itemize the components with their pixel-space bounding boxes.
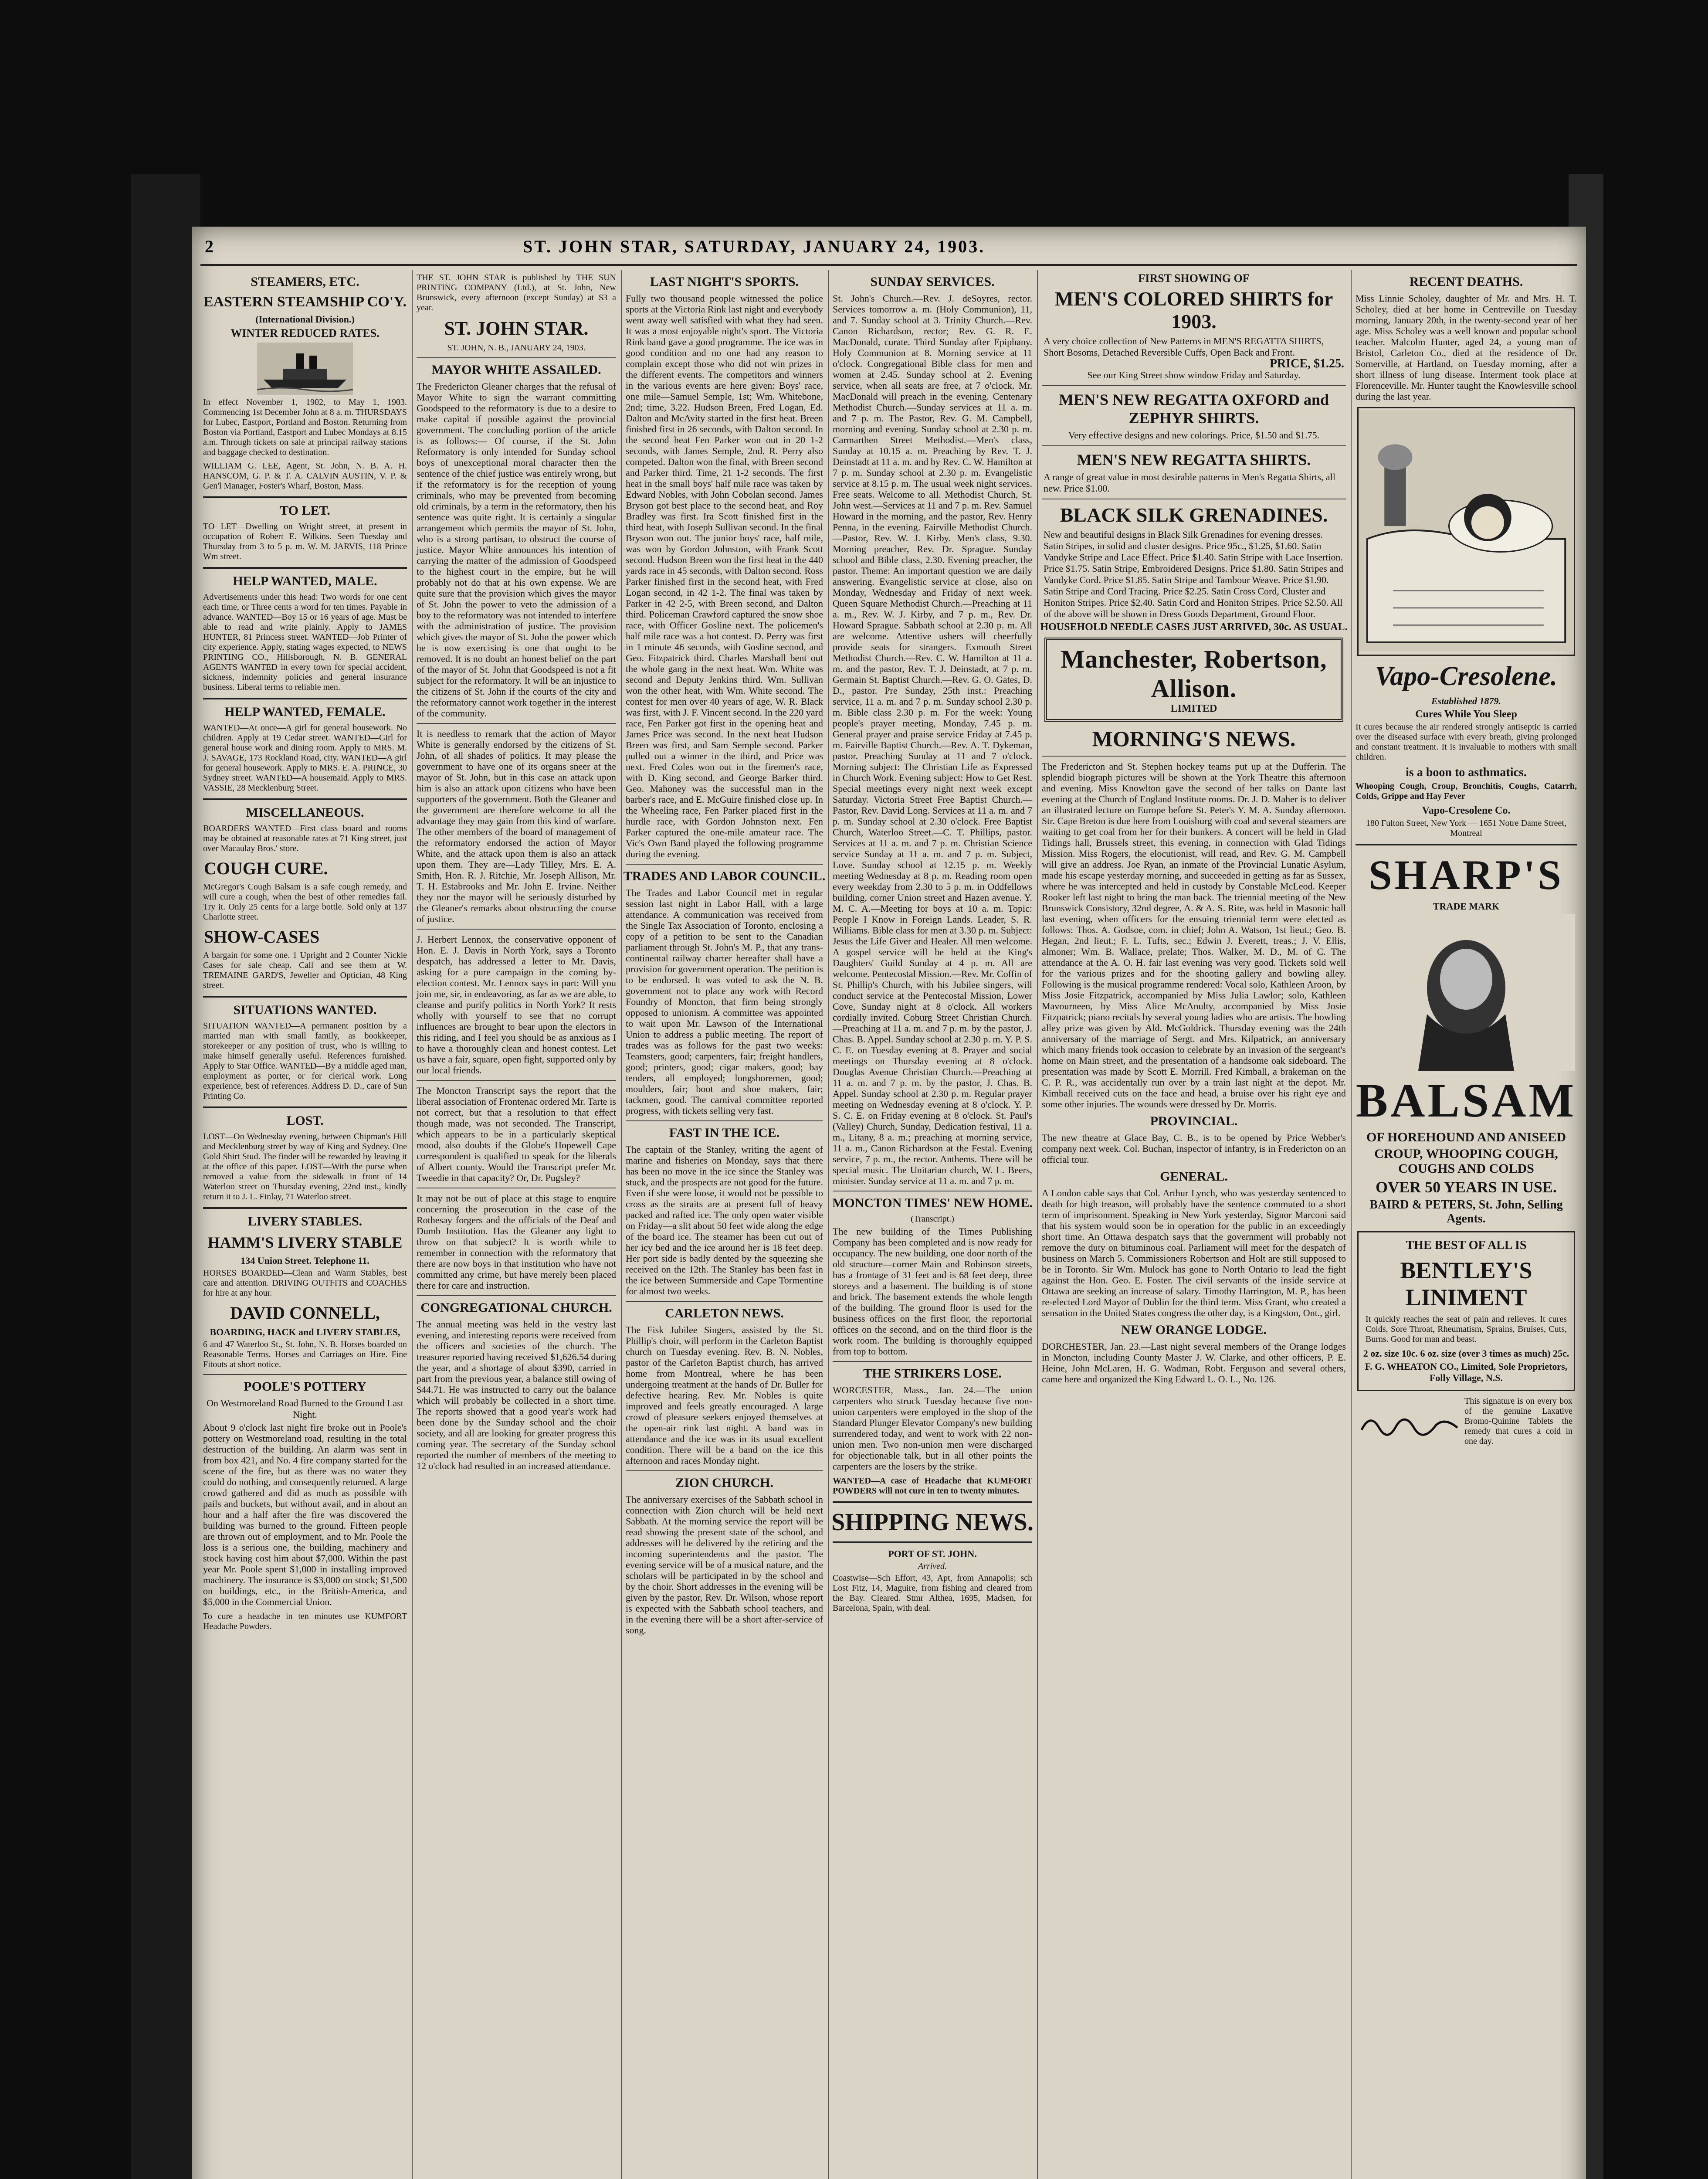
column-1	[200, 270, 410, 2179]
divider	[1042, 756, 1346, 757]
paper-title: ST. JOHN STAR.	[444, 318, 589, 339]
shipping-title: SHIPPING NEWS.	[831, 1509, 1034, 1536]
ad-subtitle: Established 1879.	[1431, 696, 1501, 706]
ad-title: HAMM'S LIVERY STABLE	[207, 1234, 403, 1251]
section-heading: TO LET.	[280, 503, 330, 518]
section-heading: STEAMERS, ETC.	[251, 275, 359, 289]
editorial-body: The Fredericton Gleaner charges that the refusal of Mayor White to sign the warrant committing Goodspeed to the reformatory is due to a desire to make capital if possible against the provincial government. The concluding portion of the article is as follows:— Of course, if the St. John Reformatory is only intended for Sunday school boys of unexceptional moral character then the sentence of the chief justice was entirely wrong, but if the reformatory is for the reception of young criminals, who may be prevented from becoming old criminals, by a term in the reformatory, then his sentence was quite right. It is certainly a singular arrangement which permits the mayor of St. John, who is a strong partisan, to obstruct the course of justice. Mayor White announces his intention of carrying the matter of the admission of Goodspeed to the highest court in the empire, but he will probably not do that at his own expense. We are quite sure that the provision which gives the mayor of St. John the power to veto the admission of a boy to the reformatory was not intended to interfere with the administration of justice. The provision which gives the mayor of St. John the power which he is now exercising is one that ought to be removed. It is no doubt an honest belief on the part of the mayor of St. John that Goodspeed is not a fit subject for the reformatory. It will be an injustice to the citizens of St. John if the courts of the city and the reformatory cannot work together in the interest of the community.	[417, 381, 616, 719]
article-heading: FAST IN THE ICE.	[669, 1126, 780, 1140]
ad-company: Vapo-Cresolene Co.	[1422, 805, 1511, 816]
ad-subtitle: WINTER REDUCED RATES.	[230, 327, 380, 339]
ad-subtitle: BOARDING, HACK and LIVERY STABLES,	[210, 1327, 400, 1337]
divider	[203, 798, 407, 800]
editorial-body: It may not be out of place at this stage to enquire concerning the prosecution in the case of the Rothesay forgers and the officials of the Deaf and Dumb Institution. Has the Gleaner any light to throw on that subject? It is worth while to remember in connection with the reformatory that there are now boys in that institution who have not committed any crime, but have merely been placed there for care and instruction.	[417, 1193, 616, 1291]
newspaper-page	[192, 227, 1586, 2179]
section-heading: HELP WANTED, FEMALE.	[224, 705, 386, 719]
article-body: The Fisk Jubilee Singers, assisted by the St. Phillip's choir, will perform in the Carleton Baptist church on Tuesday evening. Rev. B. N. Nobles, pastor of the Carleton Baptist church, has arrived home from Montreal, where he has been undergoing treatment at the hands of Dr. Buller for defective hearing. Rev. Mr. Nobles is quite improved and feels greatly encouraged. A large crowd of pleasure seekers enjoyed themselves at the open-air rink last night. A band was in attendance and the ice was in its usual excellent condition. There will be a band on the ice this afternoon and races Monday night.	[626, 1324, 823, 1466]
ad-list: Whooping Cough, Croup, Bronchitis, Coughs, Catarrh, Colds, Grippe and Hay Fever	[1356, 781, 1577, 801]
store-limited: LIMITED	[1170, 703, 1217, 714]
article-body: The annual meeting was held in the vestry last evening, and interesting reports were received from the officers and societies of the church. The treasurer reported having received $1,626.54 during the year, and a shortage of about $390, carried in part from the previous year, a balance still owing of $44.71. He was instructed to carry out the balance which will probably be collected in a short time. The reports showed that a good year's work had been done by the Sunday school and the choir society, and all are looking for greater progress this coming year. The secretary of the Sunday school reported the number of members of the meeting to 12 o'clock had resulted in an increased attendance.	[417, 1319, 616, 1471]
editorial-body: J. Herbert Lennox, the conservative opponent of Hon. E. J. Davis in North York, says a Toronto despatch, has addressed a letter to Mr. Davis, asking for a pure campaign in the coming by-election contest. Mr. Lennox says in part: Will you join me, sir, in endeavoring, as far as we are able, to cleanse and purify politics in North York? It rests wholly with yourself to see that no corrupt influences are brought to bear upon the electors in this riding, and I feel you should be as anxious as I to have a thoroughly clean and honest contest. Let us have a fair, square, open fight, supported only by our local friends.	[417, 934, 616, 1076]
store-signature	[1044, 638, 1343, 722]
ad-title: SHOW-CASES	[204, 927, 320, 947]
page-header	[192, 227, 1586, 261]
column-rule	[828, 270, 829, 2179]
bentley-ad	[1357, 1231, 1575, 1391]
article-body: The new theatre at Glace Bay, C. B., is to be opened by Price Webber's company next week. Col. Buchan, inspector of infantry, is in Fredericton on an official tour.	[1042, 1132, 1346, 1165]
article-body: DORCHESTER, Jan. 23.—Last night several members of the Orange lodges in Moncton, including County Master J. W. Clarke, and other officers, P. E. Heine, John McLaren, H. G. Wadman, Robt. Ferguson and several others, came here and organized the King Edward L. O. L., No. 126.	[1042, 1341, 1346, 1385]
ad-tagline: OVER 50 YEARS IN USE.	[1376, 1178, 1557, 1196]
trade-mark-label: TRADE MARK	[1433, 901, 1500, 912]
column-6	[1353, 270, 1579, 2179]
divider	[417, 357, 616, 358]
ad-title: MEN'S NEW REGATTA OXFORD and ZEPHYR SHIRTS.	[1058, 391, 1329, 427]
article-body: A London cable says that Col. Arthur Lynch, who was yesterday sentenced to death for high treason, will probably have the sentence commuted to a short term of imprisonment. Speaking in New York yesterday, Signor Marconi said that his system would soon be in operation for the public in an exceedingly short time. An Ottawa despatch says that the government will probably not remove the duty on bituminous coal. Parliament will meet for the despatch of business on March 5. Commissioners Robertson and Holt are still supposed to be in Toronto. Sir Wm. Mulock has gone to North Ontario to lead the fight against the Hon. Geo. E. Foster. The civil servants of the inside service at Ottawa are seeking an increase of salary. Timothy Harrington, M. P., has been re-elected Lord Mayor of Dublin for the third term. Miss Grant, who created a sensation in the United States congress the other day, is a Kingston, Ont., girl.	[1042, 1188, 1346, 1318]
ad-body: A very choice collection of New Patterns in MEN'S REGATTA SHIRTS, Short Bosoms, Detached Reversible Cuffs, Open Back and Front.	[1044, 336, 1324, 358]
divider	[203, 1374, 407, 1375]
divider	[203, 567, 407, 569]
ad-body: It cures because the air rendered strongly antiseptic is carried over the diseased surface with every breath, giving prolonged and constant treatment. It is invaluable to mothers with small children.	[1356, 722, 1577, 762]
article-body: The captain of the Stanley, writing the agent of marine and fisheries on Monday, says that there has been no move in the ice since the Stanley was stuck, and the prospects are not good for the future. Even if she were loose, it would not be possible to cross as the straits are at present full of heavy packed and rafted ice. The only open water visible on Friday—a slit about 50 feet wide along the edge of the board ice. The steamer has been cut out of her icy bed and the ice around her is 18 feet deep. Her port side is badly dented by the squeezing she received on the 12th. The Stanley has been fast in the ice between Summerside and Cape Tormentine for almost two weeks.	[626, 1144, 823, 1297]
dateline: ST. JOHN, N. B., JANUARY 24, 1903.	[447, 343, 586, 353]
ad-address: 134 Union Street. Telephone 11.	[241, 1255, 369, 1266]
ad-body: It quickly reaches the seat of pain and relieves. It cures Colds, Sore Throat, Rheumatism, Sprains, Bruises, Cuts, Burns. Good for man and beast.	[1366, 1314, 1567, 1344]
ad-title: BENTLEY'S LINIMENT	[1400, 1257, 1532, 1310]
ad-title: BALSAM	[1356, 1074, 1577, 1127]
divider	[417, 1080, 616, 1081]
article-heading: THE STRIKERS LOSE.	[863, 1366, 1002, 1381]
editorial-body: The Moncton Transcript says the report that the liberal association of Frontenac ordered Mr. Tarte is not correct, but that a resolution to that effect though made, was not seconded. The Transcript, which appears to be in a particularly skeptical mood, also doubts if the Globe's Hopewell Cape correspondent is qualified to speak for the liberals of Albert county. Would the Transcript prefer Mr. Tweedie in that capacity? Or, Dr. Pugsley?	[417, 1085, 616, 1183]
section-heading: LOST.	[286, 1113, 324, 1128]
divider	[626, 1470, 823, 1471]
ad-body: In effect November 1, 1902, to May 1, 1903. Commencing 1st December John at 8 a. m. THURSDAYS for Lubec, Eastport, Portland and Boston. Returning from Boston via Portland, Eastport and Lubec Mondays at 8.15 a.m. Through tickets on sale at principal railway stations and baggage checked to destination.	[203, 397, 407, 457]
divider	[203, 1106, 407, 1108]
portrait-illustration	[1353, 914, 1579, 1071]
arrived-label: Arrived.	[918, 1561, 947, 1571]
ad-body: 6 and 47 Waterloo St., St. John, N. B. Horses boarded on Reasonable Terms. Horses and Carriages on Hire. Fine Fitouts at short notice.	[203, 1340, 407, 1369]
ad-tagline: Cures While You Sleep	[1415, 709, 1517, 720]
ad-body: A range of great value in most desirable patterns in Men's Regatta Shirts, all new. Price $1.00.	[1044, 472, 1335, 494]
divider	[626, 1120, 823, 1121]
article-body: The new building of the Times Publishing Company has been completed and is now ready for occupancy. The new building, one door north of the old structure—corner Main and Robinson streets, has a frontage of 31 feet and is 68 feet deep, three storeys and a basement. The building is of stone and brick. The basement extends the whole length of the building. The ground floor is used for the business offices on the first floor, the reportorial offices on the second, and on the third floor is the work room. The building is thoroughly equipped from top to bottom.	[833, 1226, 1032, 1357]
shipping-body: Coastwise—Sch Effort, 43, Apt, from Annapolis; sch Lost Fitz, 14, Maguire, from fishing and cleared from the Bay. Cleared. Stmr Althea, 1695, Madsen, for Barcelona, Spain, with deal.	[833, 1573, 1032, 1613]
section-heading: HELP WANTED, MALE.	[233, 574, 377, 588]
ad-price: 2 oz. size 10c. 6 oz. size (over 3 times as much) 25c.	[1363, 1348, 1569, 1359]
section-heading: RECENT DEATHS.	[1409, 275, 1523, 289]
ad-address: 180 Fulton Street, New York — 1651 Notre Dame Street, Montreal	[1366, 818, 1566, 838]
ad-title: BLACK SILK GRENADINES.	[1060, 504, 1328, 526]
column-4	[830, 270, 1035, 2179]
handwritten-signature	[1357, 1404, 1462, 1443]
divider	[417, 929, 616, 930]
store-name: Manchester, Robertson, Allison.	[1061, 645, 1327, 703]
classified-body: LOST—On Wednesday evening, between Chipman's Hill and Mecklenburg street by way of King and Sydney. One Gold Shirt Stud. The finder will be rewarded by leaving it at the office of this paper. LOST—With the purse when removed a value from the sidewalk in front of 14 Waterloo street on Thursday evening, 22nd inst., kindly return it to J. L. Finlay, 71 Waterloo street.	[203, 1132, 407, 1202]
article-body: The Trades and Labor Council met in regular session last night in Labor Hall, with a large attendance. A communication was received from the Single Tax Association of Toronto, enclosing a copy of a petition to be sent to the Canadian parliament through St. John's M. P., that any trans-continental railway charter hereafter shall have a provision for government operation. The petition is to be endorsed. It was voted to ask the N. B. government not to place any work with Record Foundry of Moncton, that firm being strongly opposed to unionism. A committee was appointed to wait upon Mr. Lawson of the International Union to address a public meeting. The report of trades was as follows for the past two weeks: Teamsters, good; carpenters, fair; freight handlers, good; printers, good; cigar makers, good; bay tenders, all employed; longshoremen, good; moulders, fair; boot and shoe makers, fair; tackmen, good. The carnival committee reported progress, with tickets selling very fast.	[626, 887, 823, 1116]
ad-agents: WILLIAM G. LEE, Agent, St. John, N. B. A. H. HANSCOM, G. P. & T. A. CALVIN AUSTIN, V. P. & Gen'l Manager, Foster's Wharf, Boston, Mass.	[203, 461, 407, 491]
section-heading: PROVINCIAL.	[1150, 1114, 1238, 1128]
section-heading: NEW ORANGE LODGE.	[1121, 1323, 1267, 1337]
divider	[626, 864, 823, 865]
editorial-body: It is needless to remark that the action of Mayor White is generally endorsed by the citizens of St. John, of all shades of politics. It may please the government to have one of its organs sneer at the mayor of St. John, but in this case an attack upon him is also an attack upon citizens who have been supporters of the government. Both the Gleaner and the government are therefore welcome to all the advantage they may gain from this kind of warfare. The other members of the board of management of the reformatory endorsed the action of Mayor White, and the attack upon them is also an attack upon them. They are—Lady Tilley, Mrs. E. A. Smith, Hon. R. J. Ritchie, Mr. Joseph Allison, Mr. T. H. Estabrooks and Mr. John E. Irvine. Neither they nor the mayor will be seriously disturbed by the Gleaner's remarks about obstructing the course of justice.	[417, 728, 616, 924]
ad-note: HOUSEHOLD NEEDLE CASES JUST ARRIVED, 30c. AS USUAL.	[1040, 621, 1348, 633]
divider	[1042, 385, 1346, 386]
divider	[417, 723, 616, 724]
ad-kicker: THE BEST OF ALL IS	[1406, 1239, 1527, 1252]
vapo-ad	[1357, 407, 1575, 656]
article-heading: CONGREGATIONAL CHURCH.	[420, 1300, 612, 1315]
classified-body: TO LET—Dwelling on Wright street, at present in occupation of Robert E. Wilkins. Seen Tuesday and Thursday from 3 to 5 p. m. W. M. JARVIS, 118 Prince Wm street.	[203, 522, 407, 561]
page-number: 2	[205, 237, 214, 256]
publisher-note: THE ST. JOHN STAR is published by THE SUN PRINTING COMPANY (Ltd.), at St. John, New Brunswick, every afternoon (except Sunday) at $3 a year.	[417, 273, 616, 312]
article-body: The Fredericton and St. Stephen hockey teams put up at the Dufferin. The splendid biograph pictures will be shown at the York Theatre this afternoon and evening. Miss Knowlton gave the second of her talks on Dante last evening at the Church of England Institute rooms. Dr. J. D. Maher is to deliver an illustrated lecture on Europe before St. Peter's Y. M. A. Sunday afternoon. Str. Cape Breton is due here from Louisburg with coal and several steamers are waiting to get coal from her for their bunkers. A concert will be held in Glad Tidings hall, Brussels street, this evening, in connection with Glad Tidings Mission. Miss Rogers, the elocutionist, will read, and Rev. G. M. Campbell will give an address. Joe Ryan, an inmate of the Provincial Lunatic Asylum, made his escape yesterday morning, and succeeded in getting as far as Sussex, where he was intercepted and held in custody by Constable McLeod. Keeper Rooker left last night to bring the man back. The triennial meeting of the New Brunswick Consistory, 32nd degree, A. & A. S. Rite, was held in Masonic hall last evening, when officers for the ensuing triennial term were elected as follows: Thos. A. Godsoe, com. in chief; John A. Watson, 1st lieut.; Geo. B. Hegan, 2nd lieut.; F. L. Tufts, sec.; Edwin J. Everett, treas.; J. V. Ellis, almoner; Wm. B. Wallace, prelate; Thos. Walker, M. D., M. of C. The attendance at the A. O. H. fair last evening was very good. Tickets sold well for the various prizes and for the shooting gallery and bowling alley. Following is the musical programme rendered: Vocal solo, Kathleen Aroon, by Miss Josie Fitzpatrick, accompanied by Miss Julia Lawlor; solo, Kathleen Mavourneen, by Miss Alice McAnulty, accompanied by Miss Josie Fitzpatrick; piano recitals by several young ladies who are artists. The bowling alley prize was given by Ald. McGoldrick. Thursday evening was the 24th anniversary of the marriage of Sergt. and Mrs. Kilpatrick, an anniversary which many friends took occasion to celebrate by an invasion of the sergeant's home on Main street, and the presentation of a handsome oak sideboard. The presentation was made by Scott E. Morrill. Fred Kimball, a brakeman on the C. P. R., was accidentally run over by a train last night at the depot. Mr. Kimball received cuts on the face and head, a bruise over his right eye and some other injuries. The wounds were dressed by Dr. Morris.	[1042, 761, 1346, 1110]
article-body: The anniversary exercises of the Sabbath school in connection with Zion church will be held next Sabbath. At the morning service the report will be read showing the present state of the school, and addresses will be delivered by the retiring and the incoming superintendents and the pastor. The evening service will be of a musical nature, and the scholars will be participated in by the school and by the choir. Short addresses in the evening will be given by the pastor, Rev. Dr. Wilson, whose report is expected with the Sabbath school teachers, and in the evening there will be a short after-service of song.	[626, 1494, 823, 1636]
divider	[833, 1501, 1032, 1503]
divider	[203, 496, 407, 498]
port-heading: PORT OF ST. JOHN.	[888, 1548, 977, 1559]
ad-note: See our King Street show window Friday and Saturday.	[1087, 370, 1301, 380]
classified-body: SITUATION WANTED—A permanent position by a married man with small family, as bookkeeper, storekeeper or any position of trust, who is willing to make himself generally useful. References furnished. Apply to Star Office. WANTED—By a middle aged man, employment as porter, or for clerical work. Long experience, best of references. Address D. D., care of Sun Printing Co.	[203, 1021, 407, 1101]
section-heading: LIVERY STABLES.	[247, 1214, 363, 1229]
article-body: WORCESTER, Mass., Jan. 24.—The union carpenters who struck Tuesday because five non-union carpenters were employed in the shop of the Standard Plunger Elevator Company's new building surrendered today, and went to work with 22 non-union men. Two non-union men were discharged for objectionable talk, but in all other points the carpenters are the losers by the strike.	[833, 1385, 1032, 1472]
ad-title: MEN'S NEW REGATTA SHIRTS.	[1077, 451, 1311, 468]
ad-body: New and beautiful designs in Black Silk Grenadines for evening dresses. Satin Stripes, in solid and cluster designs. Price 95c., $1.25, $1.60. Satin Vandyke Stripe and Lace Effect. Price $1.40. Satin Stripe with Lace Insertion. Price $1.75. Satin Stripe, Embroidered Designs. Price $1.80. Satin Stripes and Vandyke Cord. Price $1.85. Satin Stripe and Tambour Weave. Price $1.90. Satin Stripe and Cord Tracing. Price $2.25. Satin Cross Cord, Cluster and Honiton Stripes. Price $2.40. Satin Cord and Honiton Stripes. Price $2.50. All of the above will be shown in Dress Goods Department, Ground Floor.	[1044, 529, 1344, 619]
ad-subtitle: OF HOREHOUND AND ANISEED	[1366, 1130, 1566, 1144]
section-title: MORNING'S NEWS.	[1092, 726, 1296, 751]
ad-title: COUGH CURE.	[204, 859, 328, 878]
divider	[203, 698, 407, 699]
ad-agents: BAIRD & PETERS, St. John, Selling Agents.	[1369, 1198, 1563, 1225]
article-heading: POOLE'S POTTERY	[244, 1379, 366, 1394]
article-source: (Transcript.)	[911, 1214, 954, 1224]
divider	[1356, 844, 1577, 845]
article-heading: CARLETON NEWS.	[665, 1306, 784, 1320]
ad-body: Very effective designs and new colorings. Price, $1.50 and $1.75.	[1068, 430, 1320, 441]
column-rule	[621, 270, 622, 2179]
divider	[1042, 445, 1346, 446]
article-heading: TRADES AND LABOR COUNCIL.	[623, 869, 826, 883]
column-rule	[1037, 270, 1038, 2179]
divider	[833, 1361, 1032, 1362]
sleeping-child-illustration	[1359, 408, 1574, 652]
scan-left-margin	[131, 174, 200, 2179]
column-rule	[412, 270, 413, 2179]
article-heading: LAST NIGHT'S SPORTS.	[650, 275, 799, 289]
ad-body: HORSES BOARDED—Clean and Warm Stables, best care and attention. DRIVING OUTFITS and COACHES for hire at any hour.	[203, 1268, 407, 1298]
ad-title: DAVID CONNELL,	[230, 1303, 380, 1323]
section-heading: GENERAL.	[1160, 1169, 1228, 1184]
divider	[203, 996, 407, 998]
divider	[626, 1301, 823, 1302]
column-3	[623, 270, 826, 2179]
article-heading: MONCTON TIMES' NEW HOME.	[832, 1196, 1033, 1210]
column-5	[1039, 270, 1349, 2179]
classified-body: BOARDERS WANTED—First class board and rooms may be obtained at reasonable rates at 71 King street, just over Macaulay Bros.' store.	[203, 824, 407, 853]
article-heading: SUNDAY SERVICES.	[870, 275, 995, 289]
article-body: About 9 o'clock last night fire broke out in Poole's pottery on Westmoreland road, resulting in the total destruction of the building. An alarm was sent in from box 421, and No. 4 fire company started for the scene of the fire, but as there was no water they could do nothing, and consequently returned. A large crowd gathered and did as much as possible with pails and buckets, but without avail, and in about an hour and a half after the fire was discovered the building was burned to the ground. Fifteen people are thrown out of employment, and to Mr. Poole the loss is a serious one, the building, machinery and stock having cost him about $7,000. Within the past year Mr. Poole spent $1,000 in installing improved machinery. The insurance is $3,000 on stock; $1,500 on buildings, etc., in the British-America, and $5,000 in the Commercial Union.	[203, 1422, 407, 1607]
article-body: Miss Linnie Scholey, daughter of Mr. and Mrs. H. T. Scholey, died at her home in Centreville on Tuesday morning, January 20th, in the twenty-second year of her age. Miss Scholey was a well known and popular school teacher. Malcolm Hunter, aged 24, a young man of Bristol, Carleton Co., died at the residence of Dr. Somerville, at Hartland, on Tuesday morning, after a short illness of lung disease. Interment took place at Florenceville. Mr. Hunter taught the Knowlesville school during the last year.	[1356, 293, 1577, 402]
notice: To cure a headache in ten minutes use KUMFORT Headache Powders.	[203, 1612, 407, 1631]
divider	[203, 1207, 407, 1209]
article-heading: ZION CHURCH.	[675, 1476, 773, 1490]
ad-body: A bargain for some one. 1 Upright and 2 Counter Nickle Cases for sale cheap. Call and see them at W. TREMAINE GARD'S, Jeweller and Optician, 48 King street.	[203, 950, 407, 990]
editorial-heading: MAYOR WHITE ASSAILED.	[431, 363, 601, 377]
ad-title: Vapo-Cresolene.	[1375, 662, 1558, 691]
ad-subtitle: CROUP, WHOOPING COUGH, COUGHS AND COLDS	[1374, 1147, 1558, 1176]
article-body: St. John's Church.—Rev. J. deSoyres, rector. Services tomorrow a. m. (Holy Communion), 11, and 7. Sunday school at 3. Trinity Church.—Rev. Canon Richardson, rector; Rev. G. R. E. MacDonald, curate. Third Sunday after Epiphany. Holy Communion at 8. Morning service at 11 o'clock. Congregational Bible class for men and women at 2.45. Sunday school at 2. Evening service, when all seats are free, at 7 o'clock. Mr. MacDonald will preach in the evening. Centenary Methodist Church.—Sunday services at 11 a. m. and 7 p. m. The Pastor, Rev. G. M. Campbell, morning and evening. Sunday school at 2.30 p. m. Carmarthen Street Methodist.—Men's class, Sunday at 10.15 a. m. Preaching by Rev. T. J. Deinstadt at 11 a. m. and by Rev. C. W. Hamilton at 7 p. m. Sunday school at 2.30 p. m. Evangelistic service at 8.15 p. m. The usual week night services. Free seats. Welcome to all. Methodist Church, St. John west.—Services at 11 and 7 p. m. Rev. Samuel Howard in the morning, and the pastor, Rev. Henry Penna, in the evening. Fairville Methodist Church.—Pastor, Rev. W. J. Kirby. Men's class, 9.30. Morning preacher, Rev. Dr. Sprague. Sunday school and Bible class, 2.30. Evening preacher, the pastor. Theme: An important question we are daily answering. Evangelistic service at close, also on Monday, Wednesday and Friday of next week. Queen Square Methodist Church.—Preaching at 11 a. m., Rev. W. J. Kirby, and 7 p. m., Rev. Dr. Howard Sprague. Sabbath school at 2.30 p. m. All are welcome. Attentive ushers will cheerfully provide seats for strangers. Exmouth Street Methodist Church.—Rev. C. W. Hamilton at 11 a. m. and the pastor, Rev. T. J. Deinstadt, at 7 p. m. Germain St. Baptist Church.—Rev. G. O. Gates, D. D., pastor. Pre Sunday, 25th inst.: Preaching service, 11 a. m. and 7 p. m. Sunday school 2.30 p. m. Bible class 2.30 p. m. For the week: Young people's prayer meeting, Monday, 7.45 p. m. General prayer and praise service Friday at 7.45 p. m. Fairville Baptist Church.—Rev. A. T. Dykeman, pastor. Preaching Sunday at 11 and 7 o'clock. Morning subject: The Christian Life as Expressed in Church Work. Evening subject: How to Get Rest. Special meetings every night next week except Saturday. Victoria Street Free Baptist Church.—Pastor, Rev. David Long. Services at 11 a. m. and 7 p. m. Sunday school at 2.30 o'clock. Free Baptist Church, Waterloo Street.—C. T. Phillips, pastor. Services at 11 a. m. and 7 p. m. Christian Science service Sunday at 11 a. m. and 7 p. m. Subject, Love. Sunday school at 12.15 p. m. Weekly meeting Wednesday at 8 p. m. Reading room open every weekday from 2.30 to 5 p. m. in Oddfellows building, corner Union street and Hazen avenue. Y. M. C. A.—Meeting for boys at 10 a. m. Topic: People I Know in Foreign Lands. Leader, S. R. Williams. Bible class for men at 3.30 p. m. Subject: Jesus the Life Giver and Healer. All men welcome. A gospel service will be held at the King's Daughters' Guild Sunday at 4 p. m. All are welcome. Pentecostal Mission.—Rev. Mr. Coffin of St. Phillip's Church, with his Jubilee singers, will conduct service at the Pentecostal Mission, Lower Cove, Sunday night at 8 o'clock. All workers cordially invited. Coburg Street Christian Church.—Preaching at 11 a. m. and 7 p. m. by the pastor, J. Chas. B. Appel. Sunday school at 2.30 p. m. Y. P. S. C. E. on Tuesday evening at 8. Prayer and social meetings on Thursday evening at 8 o'clock. Douglas Avenue Christian Church.—Preaching at 11 a. m. and 7 p. m. by the pastor, J. Chas. B. Appel. Sunday school at 2.30 p. m. Regular prayer meeting on Wednesday evening at 8 o'clock. Y. P. S. C. E. on Friday evening at 8 o'clock. St. Paul's (Valley) Church, Sunday, Dedication festival, 11 a. m., Litany, 8 a. m.; preaching at morning service, 11 a. m., Canon Richardson at the Festal. Evening service, 7 p. m., the rector. Anthems. There will be special music. The Unitarian church, W. L. Beers, minister. Sunday service at 11 a. m. and 7 p. m.	[833, 293, 1032, 1186]
ad-subtitle: (International Division.)	[255, 314, 355, 325]
classified-body: WANTED—At once—A girl for general housework. No children. Apply at 19 Cedar street. WANTED—Girl for general house work and dining room. Apply to MRS. M. J. SAVAGE, 173 Rockland Road, city. WANTED—A girl for general housework. Apply to MRS. E. A. PRINCE, 30 Sydney street. WANTED—A housemaid. Apply to MRS. VASSIE, 28 Mecklenburg Street.	[203, 723, 407, 793]
ad-company: F. G. WHEATON CO., Limited, Sole Proprietors, Folly Village, N.S.	[1365, 1361, 1568, 1383]
classified-body: Advertisements under this head: Two words for one cent each time, or Three cents a word for ten times. Payable in advance. WANTED—Boy 15 or 16 years of age. Must be able to read and write plainly. Apply to JAMES HUNTER, 81 Princess street. WANTED—Job Printer of city experience. Apply, stating wages expected, to NEWS PRINTING CO., Hillsborough, N. B. GENERAL AGENTS WANTED in every town for special accident, sickness, indemnity policies and general insurance business. Liberal terms to reliable men.	[203, 592, 407, 692]
ad-price: PRICE, $1.25.	[1269, 357, 1344, 370]
ad-body: McGregor's Cough Balsam is a safe cough remedy, and will cure a cough, when the best of other remedies fail. Try it. Only 25 cents for a large bottle. Sold only at 137 Charlotte street.	[203, 882, 407, 922]
steamship-icon	[257, 343, 353, 395]
ad-kicker: FIRST SHOWING OF	[1138, 272, 1250, 285]
notice: WANTED—A case of Headache that KUMFORT POWDERS will not cure in ten to twenty minutes.	[833, 1476, 1032, 1496]
ad-tagline: is a boon to asthmatics.	[1406, 766, 1527, 779]
ad-title: MEN'S COLORED SHIRTS for 1903.	[1054, 288, 1333, 333]
divider	[833, 1541, 1032, 1543]
column-2	[414, 270, 619, 2179]
header-rule	[200, 264, 1577, 266]
section-heading: SITUATIONS WANTED.	[233, 1003, 377, 1017]
ad-title: SHARP'S	[1369, 852, 1564, 898]
masthead-line: ST. JOHN STAR, SATURDAY, JANUARY 24, 1903.	[523, 237, 986, 256]
ad-title: EASTERN STEAMSHIP CO'Y.	[203, 294, 407, 310]
article-body: Fully two thousand people witnessed the police sports at the Victoria Rink last night and everybody went away well satisfied with what they had seen. It was a most enjoyable night's sport. The Victoria Rink band gave a good programme. The ice was in good condition and no one had any reason to complain except those who did not win prizes in the different events. The competitors and winners in the various events are here given: Boys' race, one mile—Samuel Semple, 1st; Wm. Whitebone, 2nd; time, 3.22. Hudson Breen, Fred Logan, Ed. Dalton and McAvity started in the first heat. Breen finished first in 26 seconds, with Dalton second. In the second heat Fen Parker won out in 20 1-2 seconds, with James Semple, 2nd. R. Perry also competed. Dalton won the final, with Breen second and Parker third. Time, 21 1-2 seconds. The first heat in the small boys' half mile race was taken by Edward Nobles, with John Cobolan second. James Bryson got best place to the second heat, and Roy Bradley was first. Ira Scott finished first in the third heat, with Joseph Sullivan second. In the final Bryson won out. The junior boys' race, half mile, was won by Gordon Johnston, with Frank Scott second. Hudson Breen won the first heat in the 440 yards race in 45 seconds, with Dalton second. Ross Parker finished first in the second heat, with Fred Logan second, in 42 1-2. The final was taken by Parker in 42 2-5, with Breen second, and Dalton third. Policeman Crawford captured the snow shoe race, with Officer Gosline next. The policemen's half mile race was a hot contest. D. Perry was first in 1 minute 46 seconds, with Gosline second, and Geo. Fitzpatrick third. Charles Marshall bent out the whole gang in the next heat. Wm. White was second and Deputy Jenkins third. Wm. Sullivan won the other heat, with Wm. White second. The contest for men over 40 years of age, W. R. Black was first, with J. F. Vincent second. In the 220 yard race, Fen Parker got first in the opening heat and James Price was second. In the next heat Hudson Breen was first, and Sam Semple second. Parker pulled out a winner in the third, and Price was next. Fred Coles won out in the firemen's race, with D. King second, and George Barker third. Geo. Mahoney was the successful man in the barber's race, and E. McGuire finished close up. In the Wheeling race, Fen Parker placed first in the hurdle race, with Gordon Johnston next. Fen Parker captured the one-mile amateur race. The Vic's Own Band played the following programme during the evening.	[626, 293, 823, 859]
article-subheading: On Westmoreland Road Burned to the Ground Last Night.	[207, 1398, 403, 1420]
grove-ad	[1357, 1396, 1575, 1450]
section-heading: MISCELLANEOUS.	[246, 805, 364, 820]
column-rule	[1351, 270, 1352, 2179]
ad-body: This signature is on every box of the genuine Laxative Bromo-Quinine Tablets the remedy that cures a cold in one day.	[1464, 1396, 1572, 1446]
divider	[417, 1295, 616, 1296]
